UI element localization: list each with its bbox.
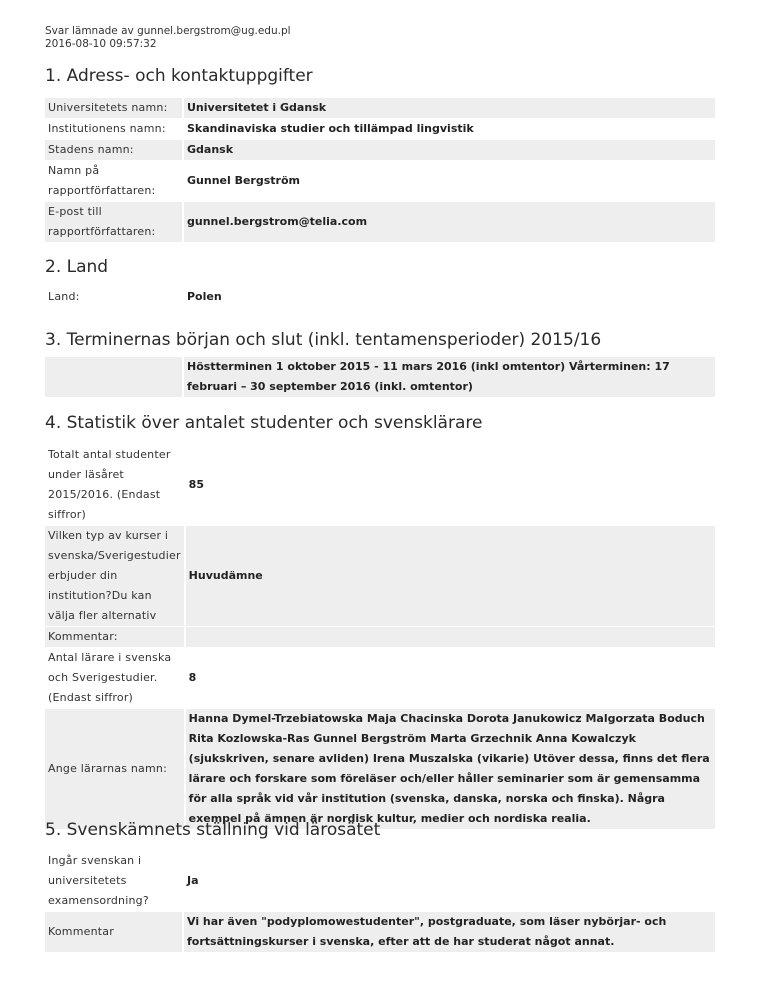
table-row — [45, 140, 715, 161]
field-label — [45, 357, 183, 398]
table-row — [45, 202, 715, 243]
field-value: Hanna Dymel-Trzebiatowska Maja Chacinska Dorota Janukowicz Malgorzata Boduch Rita Kozlowska-Ras Gunnel Bergström Marta Grzechnik Anna Kowalczyk (sjukskriven, senare avliden) Irena Muszalska (vikarie) Utöver dessa, finns det flera lärare och forskare som föreläser och/eller håller seminarier som är gemensamma för alla språk vid vår institution (svenska, danska, norska och finska). Några exempel på ämnen är nordisk kultur, medier och nordiska realia. — [185, 709, 715, 830]
section-5-table — [45, 851, 715, 953]
field-label: Land: — [45, 287, 183, 308]
table-row — [45, 851, 715, 912]
field-label: Stadens namn: — [45, 140, 183, 161]
field-value: 8 — [185, 648, 715, 709]
field-label: E-post till rapportförfattaren: — [45, 202, 183, 243]
field-value: Höstterminen 1 oktober 2015 - 11 mars 2016 (inkl omtentor) Vårterminen: 17 februari – 30 september 2016 (inkl. omtentor) — [183, 357, 715, 398]
table-row — [45, 648, 715, 709]
field-value: Universitetet i Gdansk — [183, 98, 715, 119]
table-row — [45, 526, 715, 627]
field-label: Ange lärarnas namn: — [45, 709, 185, 830]
section-3-table — [45, 357, 715, 398]
table-row — [45, 161, 715, 202]
section-2-table — [45, 287, 715, 308]
table-row — [45, 98, 715, 119]
section-2-title: 2. Land — [45, 257, 109, 277]
section-3-title: 3. Terminernas början och slut (inkl. tentamensperioder) 2015/16 — [45, 330, 602, 350]
field-label: Kommentar — [45, 912, 183, 953]
field-label: Antal lärare i svenska och Sverigestudier. (Endast siffror) — [45, 648, 185, 709]
field-label: Totalt antal studenter under läsåret 2015/2016. (Endast siffror) — [45, 445, 185, 526]
section-5-title: 5. Svenskämnets ställning vid lärosätet — [45, 820, 381, 840]
field-label: Institutionens namn: — [45, 119, 183, 140]
field-value: gunnel.bergstrom@telia.com — [183, 202, 715, 243]
field-value: Skandinaviska studier och tillämpad lingvistik — [183, 119, 715, 140]
field-value: Huvudämne — [185, 526, 715, 627]
table-row — [45, 287, 715, 308]
section-1-title: 1. Adress- och kontaktuppgifter — [45, 66, 313, 86]
field-value — [185, 627, 715, 648]
field-value: Vi har även "podyplomowestudenter", postgraduate, som läser nybörjar- och fortsättningskurser i svenska, efter att de har studerat något annat. — [183, 912, 715, 953]
field-label: Ingår svenskan i universitetets examensordning? — [45, 851, 183, 912]
table-row — [45, 119, 715, 140]
table-row — [45, 912, 715, 953]
table-row — [45, 357, 715, 398]
field-value: Gdansk — [183, 140, 715, 161]
section-4-title: 4. Statistik över antalet studenter och svensklärare — [45, 413, 483, 433]
table-row — [45, 709, 715, 830]
submitted-by: Svar lämnade av gunnel.bergstrom@ug.edu.pl — [45, 25, 291, 37]
table-row — [45, 627, 715, 648]
submission-meta — [45, 25, 291, 51]
field-label: Kommentar: — [45, 627, 185, 648]
field-value: Gunnel Bergström — [183, 161, 715, 202]
field-label: Namn på rapportförfattaren: — [45, 161, 183, 202]
field-label: Vilken typ av kurser i svenska/Sverigestudier erbjuder din institution?Du kan välja fler alternativ — [45, 526, 185, 627]
submission-timestamp: 2016-08-10 09:57:32 — [45, 38, 157, 50]
section-4-table — [45, 445, 715, 830]
table-row — [45, 445, 715, 526]
field-label: Universitetets namn: — [45, 98, 183, 119]
field-value: Polen — [183, 287, 715, 308]
field-value: 85 — [185, 445, 715, 526]
section-1-table — [45, 98, 715, 243]
field-value: Ja — [183, 851, 715, 912]
